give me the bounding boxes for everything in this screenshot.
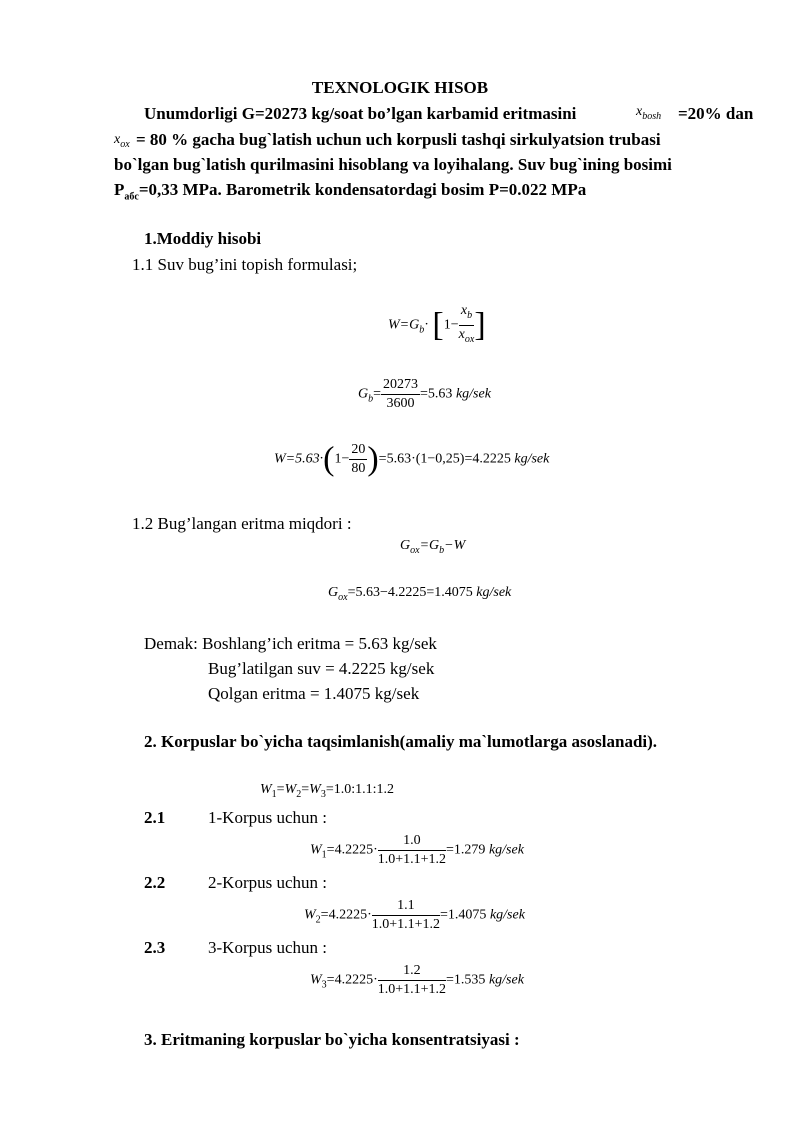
item-2-1-label: 1-Korpus uchun : <box>208 808 327 827</box>
intro-text-1b: =20% dan <box>678 104 754 123</box>
page-title: TEXNOLOGIK HISOB <box>311 78 489 97</box>
section-2-heading: 2. Korpuslar bo`yicha taqsimlanish(amaliy ma`lumotlarga asoslanadi). <box>144 732 658 751</box>
item-2-3-number: 2.3 <box>144 938 166 957</box>
section-1-heading: 1.Moddiy hisobi <box>144 229 262 248</box>
formula-w3: $W_3=4.2225\cdot$ $\frac{1.2}{1.0+1.1+1.2}$ =1.535 kg/sek <box>310 963 524 997</box>
formula-w2: $W_2=4.2225\cdot$ $\frac{1.1}{1.0+1.1+1.2}$ =1.4075 kg/sek <box>304 898 525 932</box>
intro-text-1a: Unumdorligi G=20273 kg/soat bo’lgan karbamid eritmasini <box>144 104 577 123</box>
x-ox-symbol: $x_{ox}$ <box>114 132 130 150</box>
section-3-heading: 3. Eritmaning korpuslar bo`yicha konsentratsiyasi : <box>144 1030 520 1049</box>
formula-gb: $G_b=$ $\frac{20273}{3600}$ =5.63 kg/sek <box>358 377 491 411</box>
x-bosh-symbol: $x_{bosh}$ <box>636 104 662 122</box>
summary-line-1: Demak: Boshlang’ich eritma = 5.63 kg/sek <box>144 634 437 653</box>
item-2-2-number: 2.2 <box>144 873 166 892</box>
summary-line-2: Bug’latilgan suv = 4.2225 kg/sek <box>208 659 435 678</box>
item-2-1-number: 2.1 <box>144 808 166 827</box>
formula-w1: $W_1=4.2225\cdot$ $\frac{1.0}{1.0+1.1+1.2}$ =1.279 kg/sek <box>310 833 524 867</box>
item-2-3-label: 3-Korpus uchun : <box>208 938 327 957</box>
summary-line-3: Qolgan eritma = 1.4075 kg/sek <box>208 684 420 703</box>
formula-ratio: $W_1=W_2=W_3=1.0:1.1:1.2$ <box>260 782 395 800</box>
formula-w: $W=G_b\cdot [1-$ $\frac{x_b}{x_{ox}}$ ] <box>388 303 486 345</box>
section-1-1-label: 1.1 Suv bug’ini topish formulasi; <box>132 255 358 274</box>
formula-gox: $G_{ox}=G_b-W$ <box>400 538 466 556</box>
intro-line-3: bo`lgan bug`latish qurilmasini hisoblang va loyihalang. Suv bug`ining bosimi <box>114 155 672 174</box>
item-2-2-label: 2-Korpus uchun : <box>208 873 327 892</box>
intro-line-1 <box>144 104 576 124</box>
intro-line-2: = 80 % gacha bug`latish uchun uch korpusli tashqi sirkulyatsion trubasi <box>136 130 661 149</box>
formula-w-value: W=5.63·(1− $\frac{20}{80}$ )=5.63·(1−0,25)=4.2225 kg/sek <box>274 440 550 478</box>
section-1-2-label: 1.2 Bug’langan eritma miqdori : <box>132 514 352 533</box>
intro-line-4: $P_{абс}=0,33$ MPa. Barometrik kondensatordagi bosim P=0.022 MPa <box>114 180 587 203</box>
formula-gox-value: $G_{ox}=5.63-4.2225=1.4075$ kg/sek <box>328 585 512 603</box>
